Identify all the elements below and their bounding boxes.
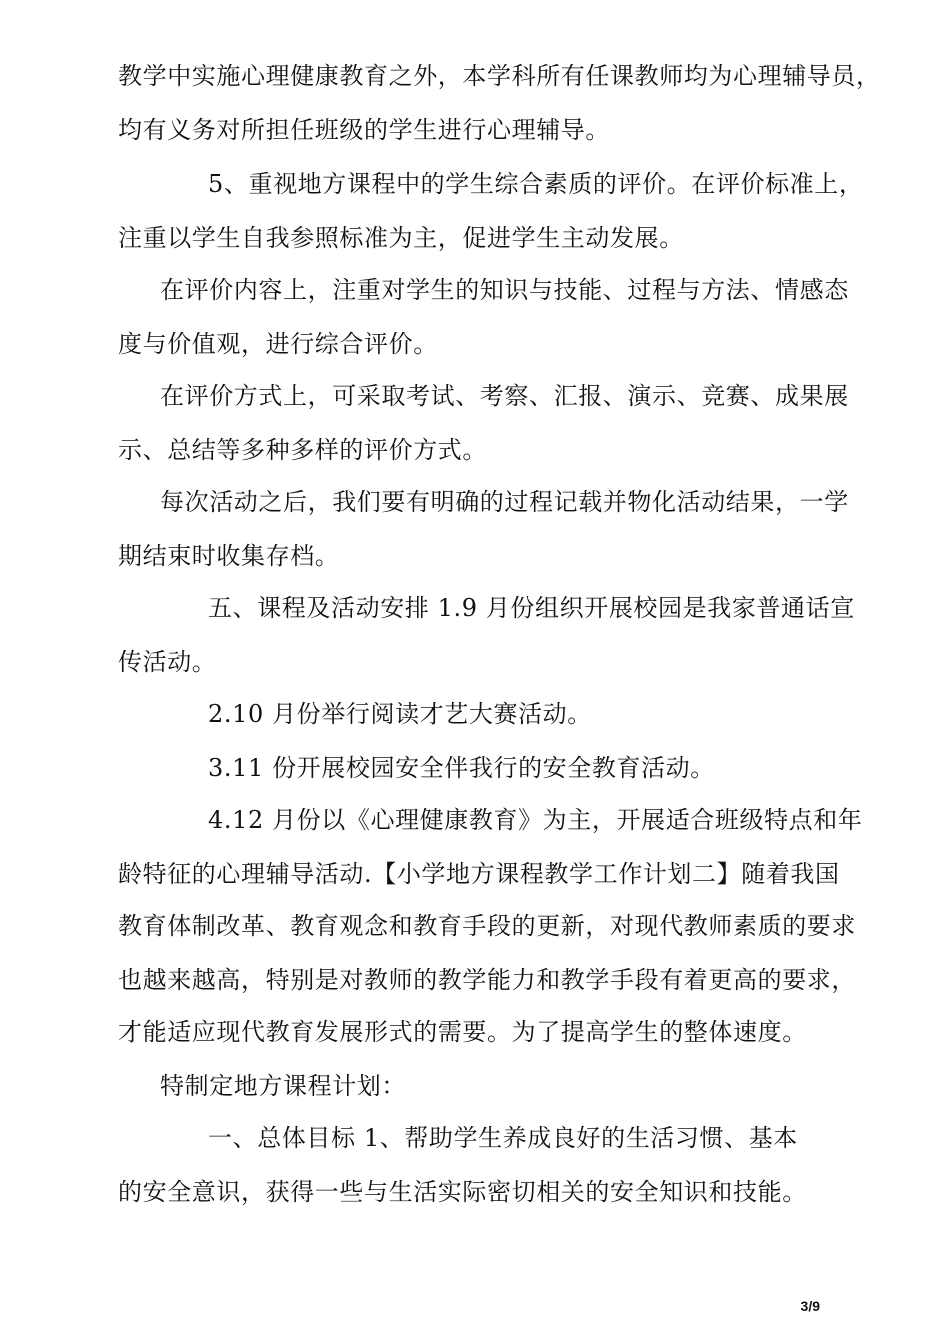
text-line: 教学中实施心理健康教育之外，本学科所有任课教师均为心理辅导员， bbox=[118, 62, 881, 90]
text-line: 的安全意识，获得一些与生活实际密切相关的安全知识和技能。 bbox=[118, 1178, 807, 1206]
text-line: 在评价内容上，注重对学生的知识与技能、过程与方法、情感态 bbox=[160, 276, 849, 304]
text-line: 五、课程及活动安排 1.9 月份组织开展校园是我家普通话宣 bbox=[208, 594, 855, 622]
text-line: 示、总结等多种多样的评价方式。 bbox=[118, 436, 487, 464]
text-line: 注重以学生自我参照标准为主，促进学生主动发展。 bbox=[118, 224, 684, 252]
text-line: 均有义务对所担任班级的学生进行心理辅导。 bbox=[118, 116, 610, 144]
page-number: 3/9 bbox=[800, 1298, 820, 1314]
text-line: 期结束时收集存档。 bbox=[118, 542, 340, 570]
text-line: 4.12 月份以《心理健康教育》为主，开展适合班级特点和年 bbox=[208, 806, 863, 834]
text-line: 龄特征的心理辅导活动.【小学地方课程教学工作计划二】随着我国 bbox=[118, 860, 840, 888]
text-line: 特制定地方课程计划： bbox=[160, 1072, 406, 1100]
text-line: 教育体制改革、教育观念和教育手段的更新，对现代教师素质的要求 bbox=[118, 912, 856, 940]
text-line: 才能适应现代教育发展形式的需要。为了提高学生的整体速度。 bbox=[118, 1018, 807, 1046]
text-line: 在评价方式上，可采取考试、考察、汇报、演示、竞赛、成果展 bbox=[160, 382, 849, 410]
text-line: 传活动。 bbox=[118, 648, 217, 676]
text-line: 2.10 月份举行阅读才艺大赛活动。 bbox=[208, 700, 592, 728]
text-line: 每次活动之后，我们要有明确的过程记载并物化活动结果，一学 bbox=[160, 488, 849, 516]
text-line: 5、重视地方课程中的学生综合素质的评价。在评价标准上， bbox=[208, 170, 864, 198]
text-line: 度与价值观，进行综合评价。 bbox=[118, 330, 438, 358]
text-line: 3.11 份开展校园安全伴我行的安全教育活动。 bbox=[208, 754, 715, 782]
text-line: 一、总体目标 1、帮助学生养成良好的生活习惯、基本 bbox=[208, 1124, 798, 1152]
text-line: 也越来越高，特别是对教师的教学能力和教学手段有着更高的要求， bbox=[118, 966, 856, 994]
